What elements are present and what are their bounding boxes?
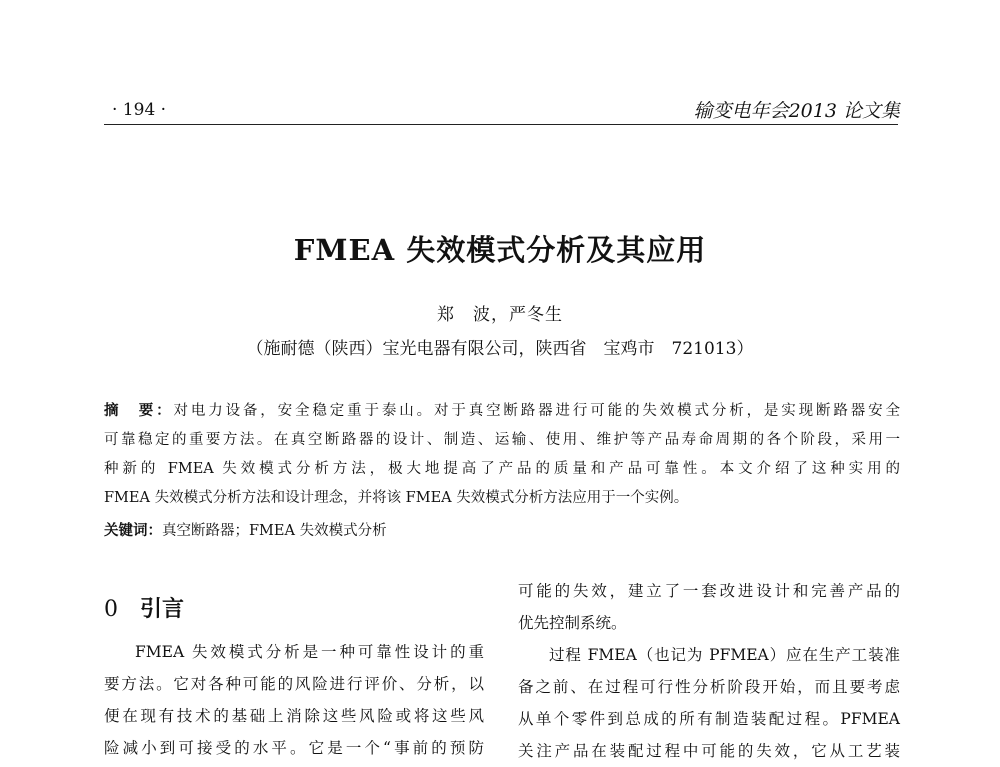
right-column: [518, 575, 900, 767]
section-heading: [104, 592, 184, 623]
body-line: 可能的失效，建立了一套改进设计和完善产品的: [518, 582, 900, 600]
body-line: 备之前、在过程可行性分析阶段开始，而且要考虑: [518, 678, 900, 696]
page-number: · 194 ·: [112, 100, 167, 120]
affiliation: （施耐德（陕西）宝光电器有限公司，陕西省 宝鸡市 721013）: [246, 339, 754, 359]
abstract-line: 可靠稳定的重要方法。在真空断路器的设计、制造、运输、使用、维护等产品寿命周期的各个阶段，采用一: [104, 432, 900, 448]
body-line: 过程 FMEA（也记为 PFMEA）应在生产工装准: [549, 646, 900, 664]
paper-title: FMEA 失效模式分析及其应用: [293, 233, 707, 267]
body-line: FMEA 失效模式分析是一种可靠性设计的重: [135, 643, 484, 661]
header-rule: [104, 124, 898, 125]
abstract: [104, 396, 900, 513]
abstract-label: 摘 要：: [104, 402, 174, 419]
authors: 郑 波，严冬生: [437, 305, 563, 325]
keywords-text: 真空断路器；FMEA 失效模式分析: [162, 523, 387, 539]
body-line: 要方法。它对各种可能的风险进行评价、分析，以: [104, 675, 484, 693]
section-number: 0: [104, 597, 118, 622]
abstract-line: 摘 要：对电力设备，安全稳定重于泰山。对于真空断路器进行可能的失效模式分析，是实现断路器安全: [104, 402, 900, 419]
body-line: 从单个零件到总成的所有制造装配过程。PFMEA: [518, 710, 900, 728]
journal-title: 输变电年会2013 论文集: [693, 100, 900, 122]
body-line: 优先控制系统。: [518, 614, 627, 632]
abstract-line: FMEA 失效模式分析方法和设计理念，并将该 FMEA 失效模式分析方法应用于一个实例。: [104, 490, 689, 506]
left-column: [104, 636, 484, 764]
section-title: 引言: [140, 596, 185, 622]
body-line: 关注产品在装配过程中可能的失效，它从工艺装: [518, 742, 900, 760]
abstract-line: 种新的 FMEA 失效模式分析方法，极大地提高了产品的质量和产品可靠性。本文介绍了这种实用的: [104, 461, 900, 477]
keywords: [104, 519, 900, 540]
body-line: 便在现有技术的基础上消除这些风险或将这些风: [104, 707, 484, 725]
keywords-label: 关键词：: [104, 522, 162, 539]
body-line: 险减小到可接受的水平。它是一个“事前的预防: [104, 739, 484, 757]
